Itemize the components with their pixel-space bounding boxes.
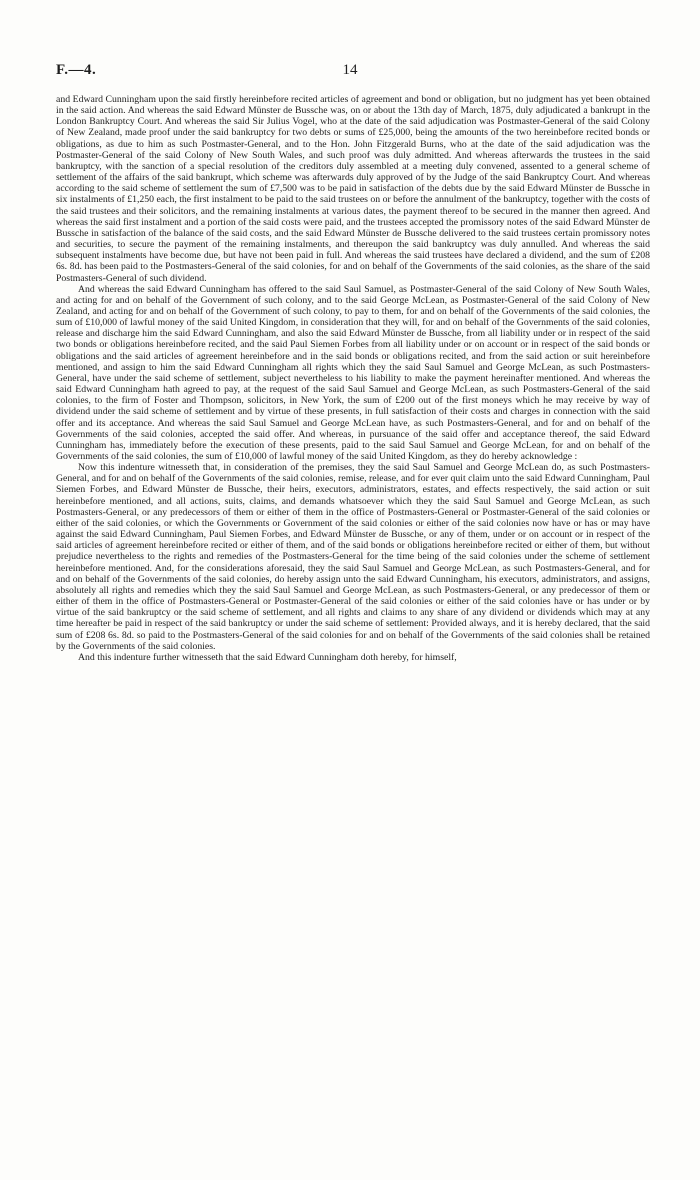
page-header [56, 62, 644, 80]
paragraph-continued: and Edward Cunningham upon the said firstly hereinbefore recited articles of agreement and bond or obligation, but no judgment has yet been obtained in the said action. And whereas the said Edward Münster de Bussche was, on or about the 13th day of March, 1875, duly adjudicated a bankrupt in the London Bankruptcy Court. And whereas the said Sir Julius Vogel, who at the date of the said adjudication was Postmaster-General of the said Colony of New Zealand, made proof under the said bankruptcy for two debts or sums of £25,000, being the amounts of the two hereinbefore recited bonds or obligations, as due to him as such Postmaster-General, and to the Hon. John Fitzgerald Burns, who at the date of the said adjudication was the Postmaster-General of the said Colony of New South Wales, and such proof was duly admitted. And whereas afterwards the trustees in the said bankruptcy, with the sanction of a special resolution of the creditors duly assembled at a meeting duly convened, assented to a general scheme of settlement of the affairs of the said bankrupt, which scheme was afterwards duly approved of by the Judge of the said Bankruptcy Court. And whereas according to the said scheme of settlement the sum of £7,500 was to be paid in satisfaction of the debts due by the said Edward Münster de Bussche in six instalments of £1,250 each, the first instalment to be paid to the said trustees on or before the annulment of the bankruptcy, together with the costs of the said trustees and their solicitors, and the remaining instalments at various dates, the payment thereof to be secured in the manner then agreed. And whereas the said first instalment and a portion of the said costs were paid, and the trustees accepted the promissory notes of the said Edward Münster de Bussche in satisfaction of the balance of the said costs, and the said Edward Münster de Bussche delivered to the said trustees certain promissory notes and securities, to secure the payment of the remaining instalments, and thereupon the said bankruptcy was duly annulled. And whereas the said subsequent instalments have become due, but have not been paid in full. And whereas the said trustees have declared a dividend, and the sum of £208 6s. 8d. has been paid to the Postmasters-General of the said colonies, for and on behalf of the Governments of the said colonies, as the share of the said Postmasters-General of such dividend. [56, 94, 650, 284]
paragraph-offer: And whereas the said Edward Cunningham has offered to the said Saul Samuel, as Postmaster-General of the said Colony of New South Wales, and acting for and on behalf of the Government of such colony, and to the said George McLean, as Postmaster-General of the said Colony of New Zealand, and acting for and on behalf of the Government of such colony, to pay to them, for and on behalf of the Governments of the said colonies, the sum of £10,000 of lawful money of the said United Kingdom, in consideration that they will, for and on behalf of the Governments of the said colonies, release and discharge him the said Edward Cunningham, and also the said Edward Münster de Bussche, from all liability under or in respect of the said two bonds or obligations hereinbefore recited, and the said Paul Siemen Forbes from all liability under or on account or in respect of the said bonds or obligations and the said articles of agreement hereinbefore and in the said bonds or obligations recited, and from the said action or suit hereinbefore mentioned, and assign to him the said Edward Cunningham all rights which they the said Saul Samuel and George McLean, as such Postmasters-General, have under the said scheme of settlement, subject nevertheless to his liability to make the payment hereinafter mentioned. And whereas the said Edward Cunningham hath agreed to pay, at the request of the said Saul Samuel and George McLean, as such Postmasters-General of the said colonies, to the firm of Foster and Thompson, solicitors, in New York, the sum of £200 out of the first moneys which he may receive by way of dividend under the said scheme of settlement and by virtue of these presents, in full satisfaction of their costs and charges in connection with the said offer and its acceptance. And whereas the said Saul Samuel and George McLean have, as such Postmasters-General, and for and on behalf of the Governments of the said colonies, accepted the said offer. And whereas, in pursuance of the said offer and acceptance thereof, the said Edward Cunningham has, immediately before the execution of these presents, paid to the said Saul Samuel and George McLean, for and on behalf of the Governments of the said colonies, the sum of £10,000 of lawful money of the said United Kingdom, as they do hereby acknowledge : [56, 283, 650, 462]
document-reference: F.—4. [56, 62, 97, 78]
page-number: 14 [342, 62, 358, 78]
paragraph-further-witnesseth: And this indenture further witnesseth that the said Edward Cunningham doth hereby, for himself, [78, 651, 457, 663]
paragraph-witnesseth: Now this indenture witnesseth that, in consideration of the premises, they the said Saul Samuel and George McLean do, as such Postmasters-General, and for and on behalf of the Governments of the said colonies, remise, release, and for ever quit claim unto the said Edward Cunningham, Paul Siemen Forbes, and Edward Münster de Bussche, their heirs, executors, administrators, estates, and effects respectively, the said action or suit hereinbefore mentioned, and all actions, suits, claims, and demands whatsoever which they the said Saul Samuel and George McLean, as such Postmasters-General, or any predecessors of them or either of them in the office of Postmasters-General or Postmaster-General of the said colonies or either of the said colonies, or which the Governments or Government of the said colonies or either of the said colonies now have or has or may have against the said Edward Cunningham, Paul Siemen Forbes, and Edward Münster de Bussche, or any of them, under or on account or in respect of the said articles of agreement hereinbefore recited or either of them, and of the said bonds or obligations hereinbefore recited or either of them, but without prejudice nevertheless to the rights and remedies of the Postmasters-General for the time being of the said colonies under the scheme of settlement hereinbefore mentioned. And, for the considerations aforesaid, they the said Saul Samuel and George McLean, as such Postmasters-General, and for and on behalf of the Governments of the said colonies, do hereby assign unto the said Edward Cunningham, his executors, administrators, and assigns, absolutely all rights and remedies which they the said Saul Samuel and George McLean, as such Postmasters-General, or any predecessor of them or either of them in the office of Postmasters-General or Postmaster-General of the said colonies or either of the said colonies have or has under or by virtue of the said bankruptcy or the said scheme of settlement, and all rights and claims to any share of any dividend or dividends which may at any time hereafter be paid in respect of the said bankruptcy or under the said scheme of settlement: Provided always, and it is hereby declared, that the said sum of £208 6s. 8d. so paid to the Postmasters-General of the said colonies for and on behalf of the Governments of the said colonies shall be retained by the Governments of the said colonies. [56, 462, 650, 652]
document-body [56, 94, 650, 663]
